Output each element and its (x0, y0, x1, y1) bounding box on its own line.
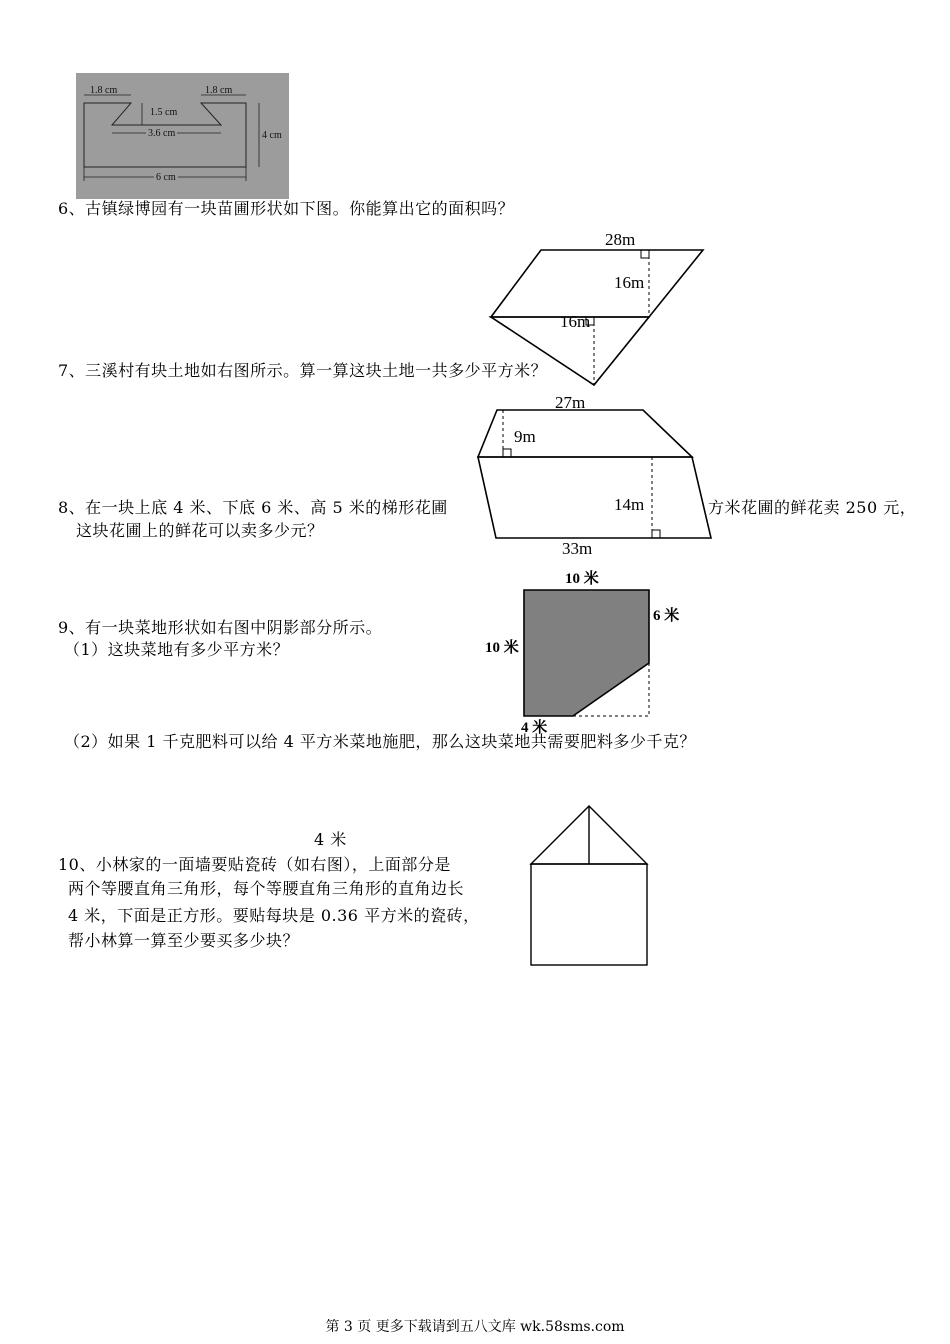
q7-text: 7、三溪村有块土地如右图所示。算一算这块土地一共多少平方米？ (58, 361, 548, 380)
q9-label-top: 10 米 (565, 571, 599, 587)
q7-label-top: 27m (555, 393, 586, 412)
q9-label-bottom: 4 米 (521, 720, 548, 736)
q7-label-height2: 14m (614, 495, 645, 514)
q7-label-height1: 9m (514, 427, 536, 446)
q6-text: 6、古镇绿博园有一块苗圃形状如下图。你能算出它的面积吗？ (58, 199, 515, 218)
q6-label-height1: 16m (614, 273, 645, 292)
q8-line2: 这块花圃上的鲜花可以卖多少元？ (76, 521, 324, 540)
q6-label-height2: 16m (560, 312, 591, 331)
q9-sub1: （1）这块菜地有多少平方米？ (64, 640, 290, 659)
q5-label-top-right: 1.8 cm (205, 85, 233, 96)
q6-label-top: 28m (605, 230, 636, 249)
q9-sub2: （2）如果 1 千克肥料可以给 4 平方米菜地施肥，那么这块菜地共需要肥料多少千克？ (64, 732, 696, 751)
q5-label-trap-height: 1.5 cm (150, 107, 178, 118)
q9-label-right: 6 米 (653, 608, 680, 624)
q10-line3: 4 米，下面是正方形。要贴每块是 0.36 平方米的瓷砖， (68, 906, 480, 925)
q10-line1: 10、小林家的一面墙要贴瓷砖（如右图），上面部分是 (58, 855, 451, 874)
q10-line4: 帮小林算一算至少要买多少块？ (68, 931, 300, 950)
q9-text: 9、有一块菜地形状如右图中阴影部分所示。 (58, 618, 383, 637)
q8-line1-left: 8、在一块上底 4 米、下底 6 米、高 5 米的梯形花圃 (58, 498, 448, 517)
q10-label-top: 4 米 (314, 830, 347, 849)
q5-label-bottom: 6 cm (156, 172, 176, 183)
q9-label-left: 10 米 (485, 640, 519, 656)
q8-line1-right: 方米花圃的鲜花卖 250 元， (708, 498, 917, 517)
q7-label-bottom: 33m (562, 539, 593, 558)
q5-label-side: 4 cm (262, 130, 282, 141)
q10-line2: 两个等腰直角三角形，每个等腰直角三角形的直角边长 (68, 879, 465, 898)
q5-label-trap-base: 3.6 cm (148, 128, 176, 139)
q5-label-top-left: 1.8 cm (90, 85, 118, 96)
page-footer: 第 3 页 更多下载请到五八文库 wk.58sms.com (325, 1319, 625, 1335)
